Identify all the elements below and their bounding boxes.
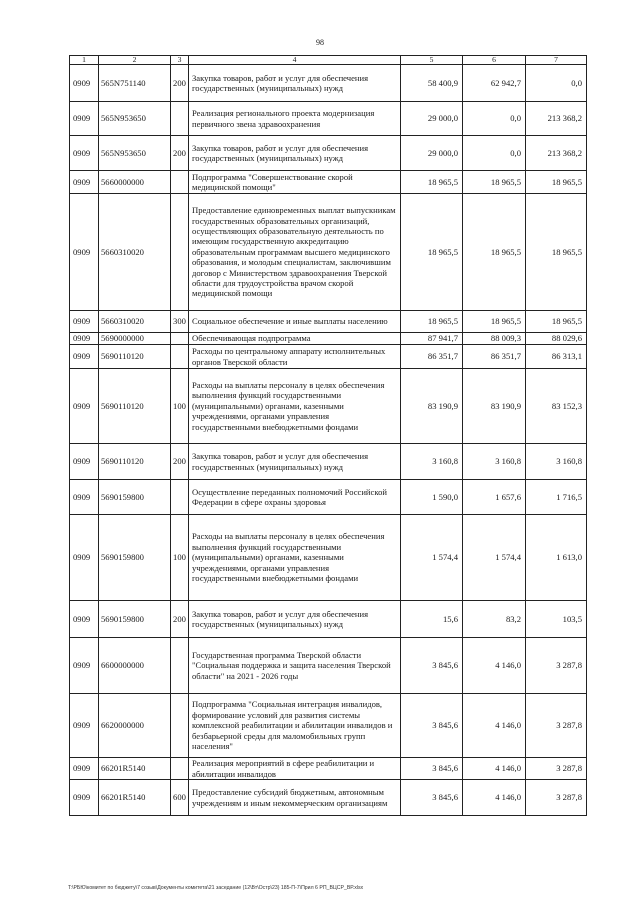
item-name: Закупка товаров, работ и услуг для обеспечения государственных (муниципальных) нужд — [189, 601, 401, 638]
amount-year-3: 18 965,5 — [526, 171, 587, 194]
table-row — [70, 102, 587, 136]
amount-year-3: 86 313,1 — [526, 345, 587, 369]
table-row — [70, 171, 587, 194]
section-code: 0909 — [70, 65, 99, 102]
amount-year-1: 3 845,6 — [401, 638, 463, 694]
target-article-code: 5690110120 — [99, 444, 171, 480]
amount-year-3: 1 613,0 — [526, 515, 587, 601]
amount-year-3: 3 287,8 — [526, 780, 587, 816]
expense-type-code — [171, 333, 189, 345]
target-article-code: 5690110120 — [99, 369, 171, 444]
amount-year-1: 86 351,7 — [401, 345, 463, 369]
section-code: 0909 — [70, 102, 99, 136]
table-row — [70, 194, 587, 311]
target-article-code: 565N953650 — [99, 102, 171, 136]
expense-type-code — [171, 694, 189, 758]
expense-type-code: 200 — [171, 136, 189, 171]
section-code: 0909 — [70, 444, 99, 480]
amount-year-2: 83,2 — [463, 601, 526, 638]
item-name: Предоставление субсидий бюджетным, автономным учреждениям и иным некоммерческим организациям — [189, 780, 401, 816]
target-article-code: 5690000000 — [99, 333, 171, 345]
target-article-code: 66201R5140 — [99, 780, 171, 816]
section-code: 0909 — [70, 780, 99, 816]
target-article-code: 5660310020 — [99, 311, 171, 333]
table-row — [70, 345, 587, 369]
expense-type-code: 200 — [171, 601, 189, 638]
section-code: 0909 — [70, 194, 99, 311]
section-code: 0909 — [70, 136, 99, 171]
table-row — [70, 136, 587, 171]
header-cell: 5 — [401, 56, 463, 65]
amount-year-2: 0,0 — [463, 136, 526, 171]
target-article-code: 5660310020 — [99, 194, 171, 311]
expense-type-code — [171, 758, 189, 780]
table-row — [70, 638, 587, 694]
amount-year-2: 1 574,4 — [463, 515, 526, 601]
expense-type-code — [171, 194, 189, 311]
section-code: 0909 — [70, 369, 99, 444]
amount-year-3: 0,0 — [526, 65, 587, 102]
target-article-code: 5690110120 — [99, 345, 171, 369]
item-name: Расходы на выплаты персоналу в целях обеспечения выполнения функций государственными (муниципальными) органами, казенными учреждениями, органами управления государственными внебюджетными фондами — [189, 515, 401, 601]
item-name: Государственная программа Тверской области "Социальная поддержка и защита населения Тверской области" на 2021 - 2026 годы — [189, 638, 401, 694]
section-code: 0909 — [70, 515, 99, 601]
amount-year-3: 1 716,5 — [526, 480, 587, 515]
item-name: Социальное обеспечение и иные выплаты населению — [189, 311, 401, 333]
amount-year-2: 88 009,3 — [463, 333, 526, 345]
amount-year-2: 0,0 — [463, 102, 526, 136]
table-row — [70, 758, 587, 780]
table-row — [70, 369, 587, 444]
expense-type-code — [171, 171, 189, 194]
page-number: 98 — [316, 38, 324, 47]
amount-year-2: 86 351,7 — [463, 345, 526, 369]
table-row — [70, 694, 587, 758]
section-code: 0909 — [70, 171, 99, 194]
table-row — [70, 515, 587, 601]
expense-type-code: 600 — [171, 780, 189, 816]
target-article-code: 565N953650 — [99, 136, 171, 171]
amount-year-3: 3 287,8 — [526, 758, 587, 780]
target-article-code: 6600000000 — [99, 638, 171, 694]
table-row — [70, 333, 587, 345]
expense-type-code: 100 — [171, 369, 189, 444]
expense-type-code: 200 — [171, 444, 189, 480]
header-cell: 2 — [99, 56, 171, 65]
amount-year-1: 1 590,0 — [401, 480, 463, 515]
amount-year-1: 3 845,6 — [401, 758, 463, 780]
table-row — [70, 780, 587, 816]
item-name: Предоставление единовременных выплат выпускникам государственных образовательных организаций, осуществляющих образовательную деятельность по имеющим государственную аккредитацию образовательным программам высшего медицинского образования, и молодым специалистам, заключившим договор с Министерством здравоохранения Тверской области для трудоустройства врачом скорой медицинской помощи — [189, 194, 401, 311]
amount-year-3: 213 368,2 — [526, 102, 587, 136]
target-article-code: 6620000000 — [99, 694, 171, 758]
target-article-code: 5690159800 — [99, 480, 171, 515]
header-row — [70, 56, 587, 65]
amount-year-1: 3 160,8 — [401, 444, 463, 480]
item-name: Подпрограмма "Социальная интеграция инвалидов, формирование условий для развития системы комплексной реабилитации и абилитации инвалидов и безбарьерной среды для маломобильных групп населения" — [189, 694, 401, 758]
file-path-footer: T:\РБЮ\комитет по бюджету\7 созыв\Документы комитета\21 заседание (12\Вт\Остр\23) 185-П-7\Прил 6 РП_ВЦСР_ВР.xlsx — [68, 885, 364, 891]
amount-year-1: 1 574,4 — [401, 515, 463, 601]
expense-type-code — [171, 345, 189, 369]
amount-year-2: 4 146,0 — [463, 694, 526, 758]
amount-year-3: 3 160,8 — [526, 444, 587, 480]
item-name: Осуществление переданных полномочий Российской Федерации в сфере охраны здоровья — [189, 480, 401, 515]
header-cell: 1 — [70, 56, 99, 65]
amount-year-2: 18 965,5 — [463, 311, 526, 333]
table-row — [70, 444, 587, 480]
amount-year-1: 29 000,0 — [401, 136, 463, 171]
section-code: 0909 — [70, 311, 99, 333]
item-name: Расходы на выплаты персоналу в целях обеспечения выполнения функций государственными (муниципальными) органами, казенными учреждениями, органами управления государственными внебюджетными фондами — [189, 369, 401, 444]
expense-type-code: 100 — [171, 515, 189, 601]
amount-year-3: 83 152,3 — [526, 369, 587, 444]
amount-year-1: 18 965,5 — [401, 311, 463, 333]
amount-year-2: 4 146,0 — [463, 638, 526, 694]
amount-year-3: 88 029,6 — [526, 333, 587, 345]
section-code: 0909 — [70, 480, 99, 515]
amount-year-2: 4 146,0 — [463, 758, 526, 780]
target-article-code: 565N751140 — [99, 65, 171, 102]
amount-year-2: 18 965,5 — [463, 194, 526, 311]
amount-year-1: 15,6 — [401, 601, 463, 638]
table-row — [70, 480, 587, 515]
table-row — [70, 311, 587, 333]
target-article-code: 5660000000 — [99, 171, 171, 194]
amount-year-1: 58 400,9 — [401, 65, 463, 102]
header-cell: 4 — [189, 56, 401, 65]
expense-type-code: 200 — [171, 65, 189, 102]
target-article-code: 66201R5140 — [99, 758, 171, 780]
item-name: Закупка товаров, работ и услуг для обеспечения государственных (муниципальных) нужд — [189, 65, 401, 102]
header-cell: 7 — [526, 56, 587, 65]
amount-year-1: 18 965,5 — [401, 194, 463, 311]
item-name: Обеспечивающая подпрограмма — [189, 333, 401, 345]
item-name: Реализация мероприятий в сфере реабилитации и абилитации инвалидов — [189, 758, 401, 780]
budget-table — [69, 55, 587, 816]
expense-type-code: 300 — [171, 311, 189, 333]
amount-year-3: 18 965,5 — [526, 194, 587, 311]
item-name: Реализация регионального проекта модернизация первичного звена здравоохранения — [189, 102, 401, 136]
item-name: Закупка товаров, работ и услуг для обеспечения государственных (муниципальных) нужд — [189, 444, 401, 480]
amount-year-2: 83 190,9 — [463, 369, 526, 444]
table-row — [70, 601, 587, 638]
amount-year-1: 3 845,6 — [401, 694, 463, 758]
section-code: 0909 — [70, 638, 99, 694]
item-name: Закупка товаров, работ и услуг для обеспечения государственных (муниципальных) нужд — [189, 136, 401, 171]
amount-year-3: 213 368,2 — [526, 136, 587, 171]
section-code: 0909 — [70, 694, 99, 758]
item-name: Расходы по центральному аппарату исполнительных органов Тверской области — [189, 345, 401, 369]
amount-year-3: 18 965,5 — [526, 311, 587, 333]
expense-type-code — [171, 480, 189, 515]
amount-year-1: 83 190,9 — [401, 369, 463, 444]
section-code: 0909 — [70, 601, 99, 638]
section-code: 0909 — [70, 333, 99, 345]
amount-year-3: 3 287,8 — [526, 638, 587, 694]
target-article-code: 5690159800 — [99, 601, 171, 638]
item-name: Подпрограмма "Совершенствование скорой медицинской помощи" — [189, 171, 401, 194]
amount-year-1: 87 941,7 — [401, 333, 463, 345]
amount-year-2: 62 942,7 — [463, 65, 526, 102]
amount-year-3: 3 287,8 — [526, 694, 587, 758]
header-cell: 6 — [463, 56, 526, 65]
amount-year-2: 3 160,8 — [463, 444, 526, 480]
amount-year-2: 1 657,6 — [463, 480, 526, 515]
section-code: 0909 — [70, 758, 99, 780]
expense-type-code — [171, 102, 189, 136]
expense-type-code — [171, 638, 189, 694]
section-code: 0909 — [70, 345, 99, 369]
header-cell: 3 — [171, 56, 189, 65]
table-row — [70, 65, 587, 102]
amount-year-1: 29 000,0 — [401, 102, 463, 136]
amount-year-2: 4 146,0 — [463, 780, 526, 816]
amount-year-1: 3 845,6 — [401, 780, 463, 816]
target-article-code: 5690159800 — [99, 515, 171, 601]
amount-year-3: 103,5 — [526, 601, 587, 638]
amount-year-2: 18 965,5 — [463, 171, 526, 194]
amount-year-1: 18 965,5 — [401, 171, 463, 194]
